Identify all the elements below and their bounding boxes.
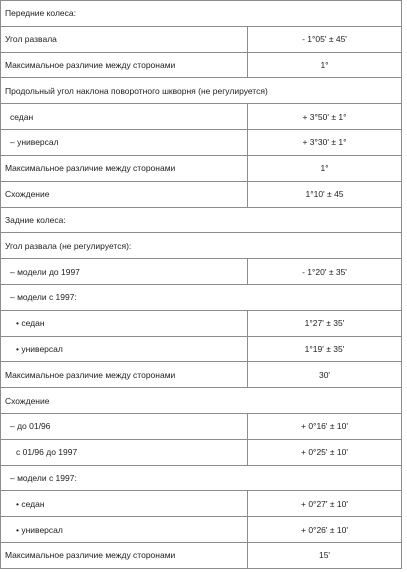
spec-label: седан xyxy=(1,104,248,130)
spec-value: 1°19' ± 35' xyxy=(248,336,402,362)
section-header-label: Схождение xyxy=(1,388,402,414)
spec-row xyxy=(1,259,402,285)
spec-label: с 01/96 до 1997 xyxy=(1,439,248,465)
section-header-label: Продольный угол наклона поворотного шкворня (не регулируется) xyxy=(1,78,402,104)
spec-label: Максимальное различие между сторонами xyxy=(1,362,248,388)
section-header-row xyxy=(1,465,402,491)
spec-value: - 1°20' ± 35' xyxy=(248,259,402,285)
spec-label: – до 01/96 xyxy=(1,414,248,440)
spec-row xyxy=(1,517,402,543)
spec-label: • седан xyxy=(1,491,248,517)
spec-row xyxy=(1,310,402,336)
section-header-label: Угол развала (не регулируется): xyxy=(1,233,402,259)
spec-label: Схождение xyxy=(1,181,248,207)
spec-value: + 0°25' ± 10' xyxy=(248,439,402,465)
section-header-row xyxy=(1,207,402,233)
spec-value: + 3°30' ± 1° xyxy=(248,130,402,156)
spec-row xyxy=(1,439,402,465)
section-header-row xyxy=(1,233,402,259)
spec-label: Угол развала xyxy=(1,26,248,52)
section-header-row xyxy=(1,1,402,27)
spec-label: • универсал xyxy=(1,336,248,362)
spec-row xyxy=(1,543,402,569)
section-header-label: – модели с 1997: xyxy=(1,465,402,491)
spec-value: 1° xyxy=(248,52,402,78)
spec-row xyxy=(1,52,402,78)
spec-row xyxy=(1,104,402,130)
spec-value: 1° xyxy=(248,155,402,181)
section-header-row xyxy=(1,78,402,104)
spec-row xyxy=(1,155,402,181)
spec-label: – универсал xyxy=(1,130,248,156)
spec-row xyxy=(1,336,402,362)
spec-label: – модели до 1997 xyxy=(1,259,248,285)
spec-table-body xyxy=(1,1,402,569)
spec-row xyxy=(1,491,402,517)
section-header-label: – модели с 1997: xyxy=(1,284,402,310)
section-header-row xyxy=(1,388,402,414)
spec-row xyxy=(1,362,402,388)
spec-value: - 1°05' ± 45' xyxy=(248,26,402,52)
spec-value: 1°10' ± 45 xyxy=(248,181,402,207)
spec-value: 15' xyxy=(248,543,402,569)
spec-row xyxy=(1,26,402,52)
spec-label: Максимальное различие между сторонами xyxy=(1,155,248,181)
section-header-label: Передние колеса: xyxy=(1,1,402,27)
spec-row xyxy=(1,181,402,207)
section-header-row xyxy=(1,284,402,310)
spec-value: + 3°50' ± 1° xyxy=(248,104,402,130)
section-header-label: Задние колеса: xyxy=(1,207,402,233)
spec-value: + 0°16' ± 10' xyxy=(248,414,402,440)
spec-row xyxy=(1,130,402,156)
spec-value: 1°27' ± 35' xyxy=(248,310,402,336)
spec-label: • седан xyxy=(1,310,248,336)
spec-label: • универсал xyxy=(1,517,248,543)
spec-label: Максимальное различие между сторонами xyxy=(1,543,248,569)
spec-value: 30' xyxy=(248,362,402,388)
spec-label: Максимальное различие между сторонами xyxy=(1,52,248,78)
spec-row xyxy=(1,414,402,440)
spec-value: + 0°26' ± 10' xyxy=(248,517,402,543)
spec-value: + 0°27' ± 10' xyxy=(248,491,402,517)
